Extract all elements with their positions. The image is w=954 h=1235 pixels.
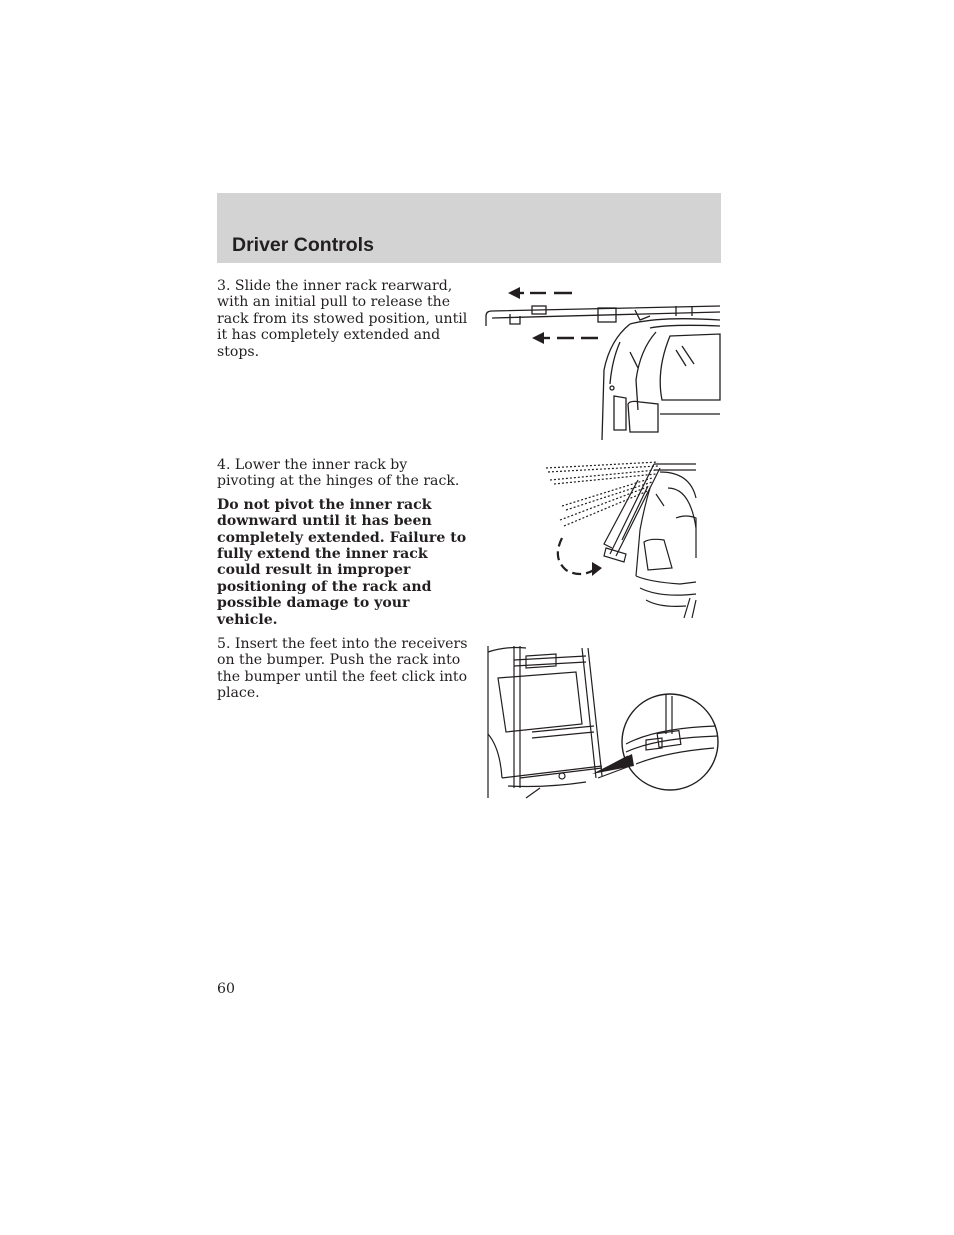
page-number: 60 xyxy=(217,981,235,997)
rack-slide-illustration xyxy=(480,280,724,440)
rack-pivot-illustration xyxy=(540,458,700,620)
step-4-text-block xyxy=(217,457,469,628)
step-4-text: 4. Lower the inner rack by pivoting at the hinges of the rack. xyxy=(217,457,460,490)
step-5-text-block xyxy=(217,636,469,702)
step-5-text: 5. Insert the feet into the receivers on the bumper. Push the rack into the bumper until the feet click into place. xyxy=(217,636,468,702)
section-header xyxy=(217,193,721,263)
warning-text: Do not pivot the inner rack downward until it has been completely extended. Failure to fully extend the inner rack could result in improper positioning of the rack and possible damage to your vehicle. xyxy=(217,496,467,628)
rack-feet-illustration xyxy=(486,638,722,800)
section-title: Driver Controls xyxy=(232,234,374,256)
step-3-text-block xyxy=(217,278,469,360)
step-3-text: 3. Slide the inner rack rearward, with an initial pull to release the rack from its stowed position, until it has completely extended and stops. xyxy=(217,278,468,360)
